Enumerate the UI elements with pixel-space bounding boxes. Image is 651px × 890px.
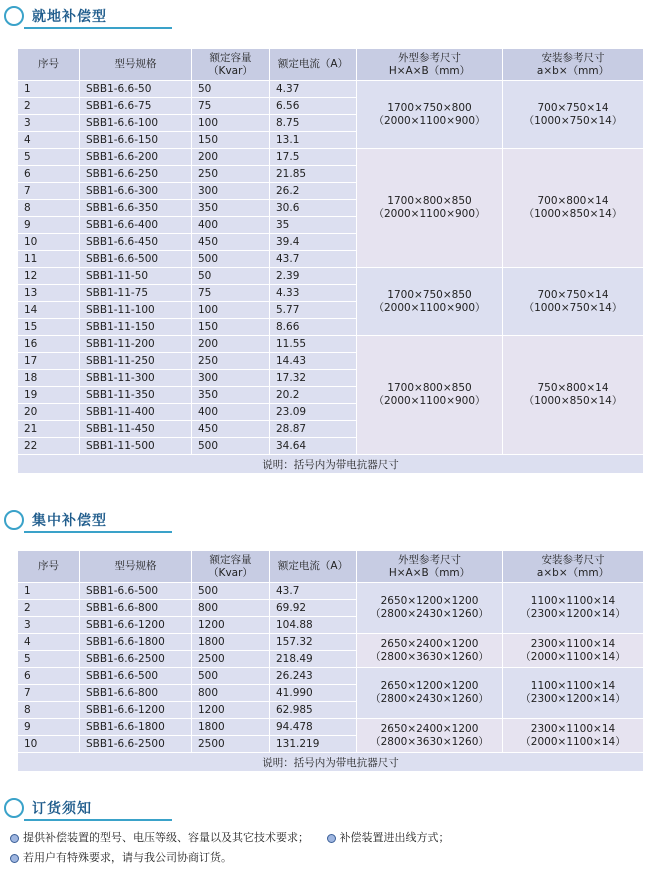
table-row <box>18 81 644 98</box>
cell-current: 17.5 <box>270 149 357 166</box>
header-installation: 安装参考尺寸 a×b×（mm） <box>503 551 644 583</box>
cell-model: SBB1-6.6-1200 <box>80 617 192 634</box>
cell-no: 5 <box>18 149 80 166</box>
cell-installation: 700×750×14 （1000×750×14） <box>503 81 644 149</box>
cell-current: 6.56 <box>270 98 357 115</box>
cell-model: SBB1-11-500 <box>80 438 192 455</box>
cell-dimensions: 1700×800×850 （2000×1100×900） <box>357 149 503 268</box>
cell-capacity: 2500 <box>192 651 270 668</box>
cell-installation: 2300×1100×14 （2000×1100×14） <box>503 719 644 753</box>
cell-current: 5.77 <box>270 302 357 319</box>
cell-model: SBB1-6.6-1800 <box>80 719 192 736</box>
cell-capacity: 450 <box>192 421 270 438</box>
table-note: 说明：括号内为带电抗器尺寸 <box>18 753 644 772</box>
cell-no: 6 <box>18 668 80 685</box>
cell-model: SBB1-6.6-100 <box>80 115 192 132</box>
cell-dimensions: 2650×1200×1200 （2800×2430×1260） <box>357 583 503 634</box>
cell-capacity: 800 <box>192 600 270 617</box>
table-row <box>18 719 644 736</box>
section-underline <box>24 819 172 821</box>
cell-current: 21.85 <box>270 166 357 183</box>
cell-no: 3 <box>18 617 80 634</box>
cell-model: SBB1-6.6-50 <box>80 81 192 98</box>
cell-dimensions: 1700×800×850 （2000×1100×900） <box>357 336 503 455</box>
cell-installation: 1100×1100×14 （2300×1200×14） <box>503 583 644 634</box>
header-current: 额定电流（A） <box>270 49 357 81</box>
cell-capacity: 150 <box>192 132 270 149</box>
cell-no: 17 <box>18 353 80 370</box>
cell-no: 8 <box>18 200 80 217</box>
header-installation: 安装参考尺寸 a×b×（mm） <box>503 49 644 81</box>
cell-current: 17.32 <box>270 370 357 387</box>
header-model: 型号规格 <box>80 551 192 583</box>
cell-no: 21 <box>18 421 80 438</box>
cell-capacity: 400 <box>192 404 270 421</box>
cell-model: SBB1-11-200 <box>80 336 192 353</box>
cell-current: 11.55 <box>270 336 357 353</box>
cell-no: 15 <box>18 319 80 336</box>
cell-no: 4 <box>18 634 80 651</box>
cell-capacity: 2500 <box>192 736 270 753</box>
cell-model: SBB1-6.6-2500 <box>80 651 192 668</box>
cell-model: SBB1-6.6-1800 <box>80 634 192 651</box>
cell-current: 218.49 <box>270 651 357 668</box>
ordering-notes-row <box>6 848 450 868</box>
cell-capacity: 450 <box>192 234 270 251</box>
cell-current: 30.6 <box>270 200 357 217</box>
cell-current: 131.219 <box>270 736 357 753</box>
section-underline <box>24 27 172 29</box>
cell-no: 14 <box>18 302 80 319</box>
cell-capacity: 150 <box>192 319 270 336</box>
cell-capacity: 1800 <box>192 634 270 651</box>
order-item-2: 补偿装置进出线方式； <box>339 831 450 844</box>
cell-model: SBB1-6.6-350 <box>80 200 192 217</box>
cell-current: 28.87 <box>270 421 357 438</box>
table-note: 说明：括号内为带电抗器尺寸 <box>18 455 644 474</box>
cell-installation: 2300×1100×14 （2000×1100×14） <box>503 634 644 668</box>
cell-no: 9 <box>18 217 80 234</box>
cell-model: SBB1-6.6-500 <box>80 583 192 600</box>
cell-model: SBB1-6.6-800 <box>80 600 192 617</box>
cell-capacity: 250 <box>192 353 270 370</box>
cell-no: 4 <box>18 132 80 149</box>
cell-current: 13.1 <box>270 132 357 149</box>
cell-capacity: 350 <box>192 387 270 404</box>
table-row <box>18 668 644 685</box>
cell-no: 5 <box>18 651 80 668</box>
order-item-1: 提供补偿装置的型号、电压等级、容量以及其它技术要求； <box>23 831 309 844</box>
cell-model: SBB1-6.6-75 <box>80 98 192 115</box>
cell-model: SBB1-6.6-800 <box>80 685 192 702</box>
cell-model: SBB1-6.6-1200 <box>80 702 192 719</box>
cell-current: 94.478 <box>270 719 357 736</box>
section-title: 就地补偿型 <box>32 9 107 25</box>
cell-no: 7 <box>18 183 80 200</box>
cell-model: SBB1-11-450 <box>80 421 192 438</box>
cell-no: 6 <box>18 166 80 183</box>
cell-model: SBB1-6.6-500 <box>80 251 192 268</box>
cell-current: 4.33 <box>270 285 357 302</box>
cell-no: 1 <box>18 583 80 600</box>
cell-installation: 700×750×14 （1000×750×14） <box>503 268 644 336</box>
cell-current: 8.75 <box>270 115 357 132</box>
cell-model: SBB1-11-75 <box>80 285 192 302</box>
cell-capacity: 500 <box>192 583 270 600</box>
cell-no: 18 <box>18 370 80 387</box>
cell-capacity: 500 <box>192 438 270 455</box>
cell-current: 2.39 <box>270 268 357 285</box>
cell-current: 14.43 <box>270 353 357 370</box>
table-row <box>18 583 644 600</box>
cell-model: SBB1-6.6-300 <box>80 183 192 200</box>
cell-capacity: 75 <box>192 98 270 115</box>
cell-model: SBB1-6.6-2500 <box>80 736 192 753</box>
ordering-notes <box>6 828 450 868</box>
cell-dimensions: 2650×2400×1200 （2800×3630×1260） <box>357 719 503 753</box>
table-note-row <box>18 753 644 772</box>
cell-installation: 700×800×14 （1000×850×14） <box>503 149 644 268</box>
cell-capacity: 300 <box>192 370 270 387</box>
cell-installation: 750×800×14 （1000×850×14） <box>503 336 644 455</box>
cell-capacity: 50 <box>192 81 270 98</box>
header-current: 额定电流（A） <box>270 551 357 583</box>
cell-current: 62.985 <box>270 702 357 719</box>
cell-capacity: 1200 <box>192 702 270 719</box>
cell-no: 11 <box>18 251 80 268</box>
cell-no: 20 <box>18 404 80 421</box>
table-row <box>18 336 644 353</box>
table-note-row <box>18 455 644 474</box>
cell-current: 35 <box>270 217 357 234</box>
section-bullet-icon <box>4 510 24 530</box>
cell-model: SBB1-6.6-500 <box>80 668 192 685</box>
cell-no: 10 <box>18 234 80 251</box>
table-row <box>18 149 644 166</box>
cell-capacity: 50 <box>192 268 270 285</box>
bullet-icon <box>327 834 336 843</box>
cell-capacity: 400 <box>192 217 270 234</box>
cell-no: 13 <box>18 285 80 302</box>
cell-no: 3 <box>18 115 80 132</box>
cell-capacity: 1200 <box>192 617 270 634</box>
cell-dimensions: 1700×750×850 （2000×1100×900） <box>357 268 503 336</box>
cell-no: 7 <box>18 685 80 702</box>
cell-current: 34.64 <box>270 438 357 455</box>
bullet-icon <box>10 834 19 843</box>
cell-capacity: 75 <box>192 285 270 302</box>
section-underline <box>24 531 172 533</box>
header-no: 序号 <box>18 551 80 583</box>
cell-no: 2 <box>18 98 80 115</box>
cell-capacity: 100 <box>192 115 270 132</box>
cell-capacity: 100 <box>192 302 270 319</box>
central-compensation-table <box>17 550 644 772</box>
cell-model: SBB1-11-150 <box>80 319 192 336</box>
cell-capacity: 250 <box>192 166 270 183</box>
cell-current: 104.88 <box>270 617 357 634</box>
cell-current: 20.2 <box>270 387 357 404</box>
cell-capacity: 300 <box>192 183 270 200</box>
cell-model: SBB1-11-300 <box>80 370 192 387</box>
order-item-3: 若用户有特殊要求，请与我公司协商订货。 <box>23 851 232 864</box>
cell-current: 26.2 <box>270 183 357 200</box>
ordering-notes-row <box>6 828 450 848</box>
section-title: 订货须知 <box>32 801 92 817</box>
cell-current: 157.32 <box>270 634 357 651</box>
section-header-local-compensation <box>2 5 172 31</box>
section-bullet-icon <box>4 6 24 26</box>
section-header-central-compensation <box>2 509 172 535</box>
cell-current: 69.92 <box>270 600 357 617</box>
header-dimensions: 外型参考尺寸 H×A×B（mm） <box>357 551 503 583</box>
cell-model: SBB1-6.6-150 <box>80 132 192 149</box>
cell-model: SBB1-11-100 <box>80 302 192 319</box>
table-row <box>18 268 644 285</box>
cell-no: 1 <box>18 81 80 98</box>
section-header-ordering-notes <box>2 797 172 823</box>
table-row <box>18 634 644 651</box>
header-no: 序号 <box>18 49 80 81</box>
cell-no: 10 <box>18 736 80 753</box>
cell-current: 43.7 <box>270 583 357 600</box>
cell-model: SBB1-6.6-250 <box>80 166 192 183</box>
header-dimensions: 外型参考尺寸 H×A×B（mm） <box>357 49 503 81</box>
cell-model: SBB1-11-250 <box>80 353 192 370</box>
cell-capacity: 500 <box>192 668 270 685</box>
cell-model: SBB1-6.6-450 <box>80 234 192 251</box>
cell-capacity: 800 <box>192 685 270 702</box>
cell-dimensions: 1700×750×800 （2000×1100×900） <box>357 81 503 149</box>
section-bullet-icon <box>4 798 24 818</box>
cell-model: SBB1-11-350 <box>80 387 192 404</box>
cell-dimensions: 2650×2400×1200 （2800×3630×1260） <box>357 634 503 668</box>
cell-current: 39.4 <box>270 234 357 251</box>
local-compensation-table <box>17 48 644 474</box>
cell-capacity: 500 <box>192 251 270 268</box>
cell-current: 43.7 <box>270 251 357 268</box>
cell-model: SBB1-6.6-200 <box>80 149 192 166</box>
cell-no: 8 <box>18 702 80 719</box>
section-title: 集中补偿型 <box>32 513 107 529</box>
cell-capacity: 350 <box>192 200 270 217</box>
cell-current: 41.990 <box>270 685 357 702</box>
cell-no: 12 <box>18 268 80 285</box>
cell-model: SBB1-11-50 <box>80 268 192 285</box>
cell-no: 2 <box>18 600 80 617</box>
cell-current: 23.09 <box>270 404 357 421</box>
cell-current: 26.243 <box>270 668 357 685</box>
cell-current: 8.66 <box>270 319 357 336</box>
cell-model: SBB1-11-400 <box>80 404 192 421</box>
cell-capacity: 200 <box>192 149 270 166</box>
header-capacity: 额定容量 （Kvar） <box>192 49 270 81</box>
cell-no: 9 <box>18 719 80 736</box>
cell-no: 19 <box>18 387 80 404</box>
cell-model: SBB1-6.6-400 <box>80 217 192 234</box>
cell-no: 16 <box>18 336 80 353</box>
cell-capacity: 200 <box>192 336 270 353</box>
header-capacity: 额定容量 （Kvar） <box>192 551 270 583</box>
header-model: 型号规格 <box>80 49 192 81</box>
cell-installation: 1100×1100×14 （2300×1200×14） <box>503 668 644 719</box>
cell-current: 4.37 <box>270 81 357 98</box>
cell-capacity: 1800 <box>192 719 270 736</box>
bullet-icon <box>10 854 19 863</box>
cell-no: 22 <box>18 438 80 455</box>
cell-dimensions: 2650×1200×1200 （2800×2430×1260） <box>357 668 503 719</box>
